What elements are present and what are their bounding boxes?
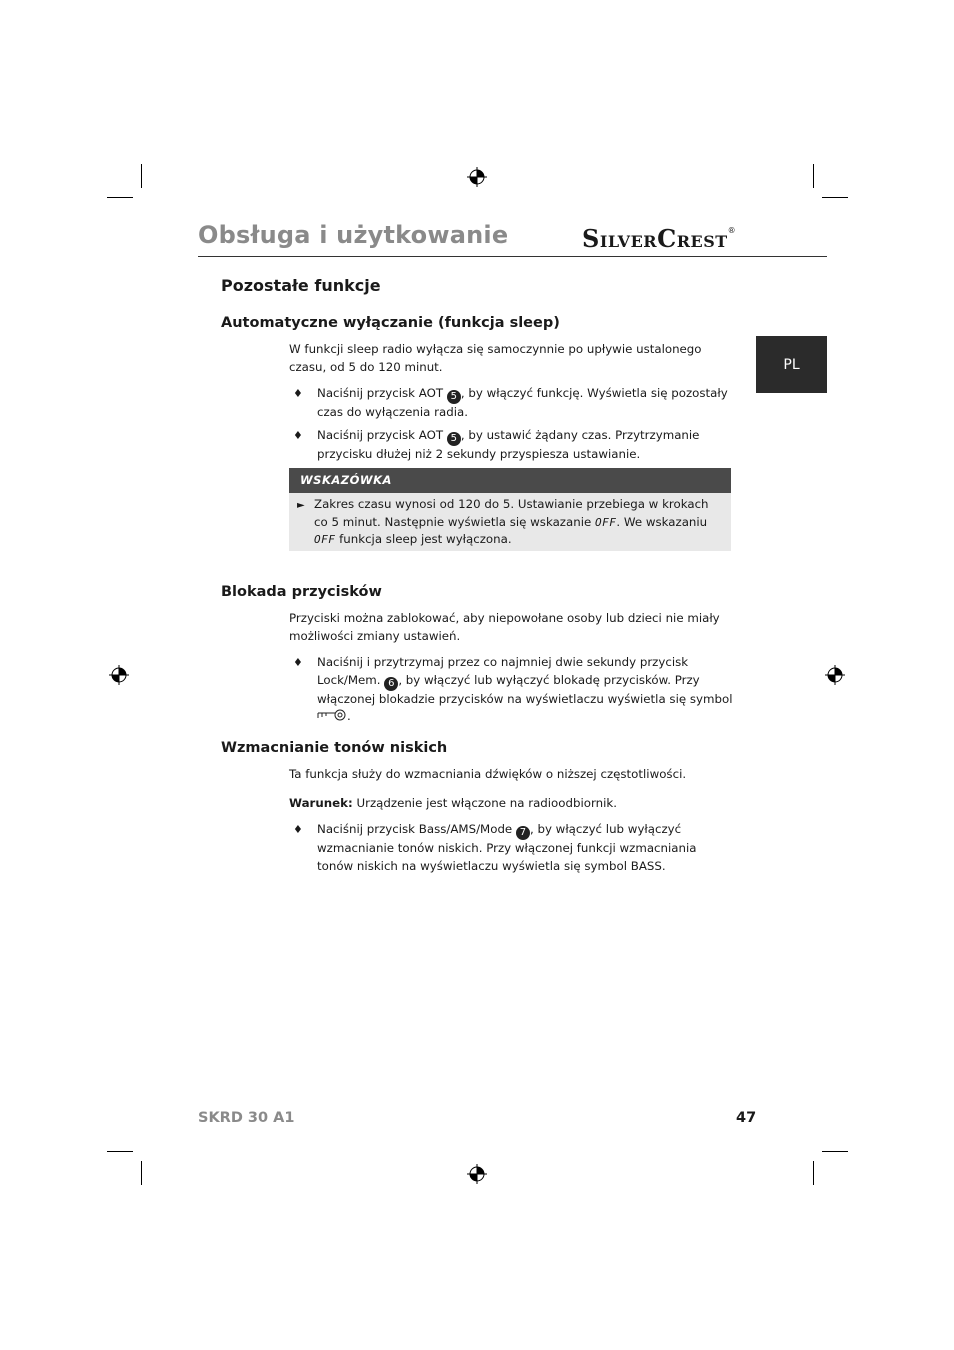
crop-mark	[813, 164, 814, 188]
language-tab: PL	[756, 336, 827, 393]
button-number-badge: 5	[447, 390, 461, 404]
crop-mark	[141, 1161, 142, 1185]
list-item: ♦ Naciśnij przycisk AOT 5 , by włączyć funkcję. Wyświetla się pozostały czas do wyłączenia radia.	[293, 386, 728, 419]
lock-heading: Blokada przycisków	[221, 584, 382, 600]
button-number-badge: 5	[447, 432, 461, 446]
registration-mark-icon	[467, 1164, 487, 1184]
crop-mark	[822, 197, 848, 198]
header-divider	[198, 256, 827, 257]
list-item: ♦ Naciśnij i przytrzymaj przez co najmniej dwie sekundy przycisk Lock/Mem. 6 , by włączyć lub wyłączyć blokadę przycisków. Przy włączonej blokadzie przycisków na wyświetlaczu wyświetla się symbol .	[293, 655, 733, 723]
list-item: ♦ Naciśnij przycisk Bass/AMS/Mode 7 , by włączyć lub wyłączyć wzmacnianie tonów niskich. Przy włączonej funkcji wzmacniania tonów niskich na wyświetlaczu wyświetla się symbol BASS.	[293, 822, 697, 873]
bass-condition: Warunek: Urządzenie jest włączone na radioodbiornik.	[289, 796, 617, 810]
diamond-bullet-icon: ♦	[293, 656, 303, 669]
footer-model: SKRD 30 A1	[198, 1110, 295, 1126]
bass-intro: Ta funkcja służy do wzmacniania dźwięków o niższej częstotliwości.	[289, 767, 687, 781]
section-title: Pozostałe funkcje	[221, 276, 381, 295]
arrow-right-icon: ►	[297, 500, 305, 511]
crop-mark	[141, 164, 142, 188]
diamond-bullet-icon: ♦	[293, 429, 303, 442]
diamond-bullet-icon: ♦	[293, 823, 303, 836]
registration-mark-icon	[825, 665, 845, 685]
note-heading: WSKAZÓWKA	[289, 468, 731, 493]
bass-heading: Wzmacnianie tonów niskich	[221, 740, 448, 756]
lock-intro: Przyciski można zablokować, aby niepowołane osoby lub dzieci nie miały możliwości zmiany ustawień.	[289, 611, 720, 643]
lcd-indicator: OFF	[595, 515, 617, 529]
button-number-badge: 7	[516, 826, 530, 840]
key-icon	[317, 709, 347, 721]
page-number: 47	[736, 1110, 757, 1126]
button-number-badge: 6	[384, 677, 398, 691]
crop-mark	[107, 1151, 133, 1152]
registration-mark-icon	[467, 167, 487, 187]
diamond-bullet-icon: ♦	[293, 387, 303, 400]
note-text: ► Zakres czasu wynosi od 120 do 5. Ustawianie przebiega w krokach co 5 minut. Następnie wyświetla się wskazanie OFF. We wskazaniu OFF funkcja sleep jest wyłączona.	[297, 497, 709, 546]
list-item: ♦ Naciśnij przycisk AOT 5 , by ustawić żądany czas. Przytrzymanie przycisku dłużej niż 2 sekundy przyspiesza ustawianie.	[293, 428, 700, 461]
crop-mark	[813, 1161, 814, 1185]
lcd-indicator: OFF	[314, 533, 336, 546]
brand-logo: SILVERCREST®	[582, 224, 737, 253]
sleep-intro: W funkcji sleep radio wyłącza się samoczynnie po upływie ustalonego czasu, od 5 do 120 minut.	[289, 342, 702, 374]
crop-mark	[107, 197, 133, 198]
crop-mark	[822, 1151, 848, 1152]
registration-mark-icon	[109, 665, 129, 685]
page-header-title: Obsługa i użytkowanie	[198, 221, 509, 249]
sleep-heading: Automatyczne wyłączanie (funkcja sleep)	[221, 315, 560, 331]
note-box	[289, 468, 731, 551]
